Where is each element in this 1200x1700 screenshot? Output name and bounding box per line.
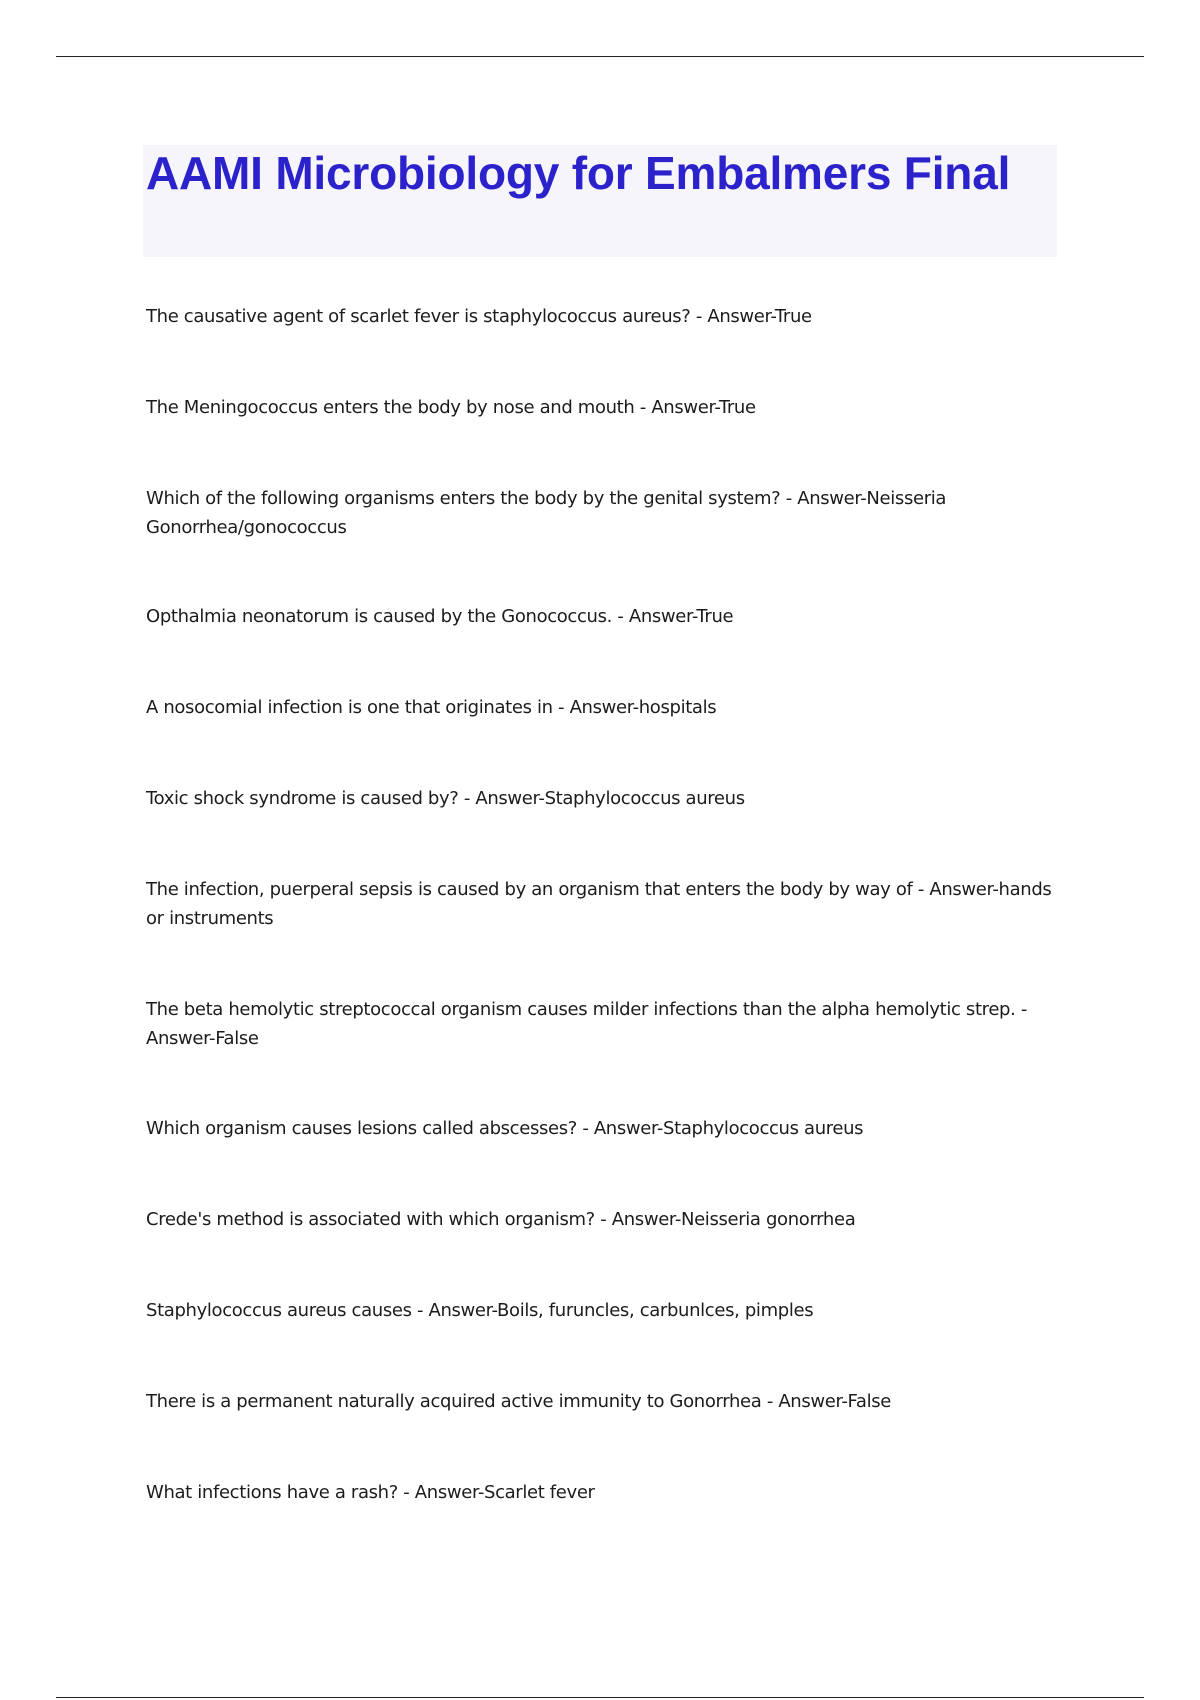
qa-item: Which organism causes lesions called abscesses? - Answer-Staphylococcus aureus — [146, 1118, 864, 1139]
qa-item: There is a permanent naturally acquired active immunity to Gonorrhea - Answer-False — [146, 1391, 891, 1412]
qa-item: Crede's method is associated with which organism? - Answer-Neisseria gonorrhea — [146, 1209, 856, 1230]
qa-item: Which of the following organisms enters the body by the genital system? - Answer-Neisseria Gonorrhea/gonococcus — [146, 488, 947, 538]
qa-item: The Meningococcus enters the body by nose and mouth - Answer-True — [146, 397, 756, 418]
bottom-rule — [56, 1697, 1144, 1698]
qa-item: Opthalmia neonatorum is caused by the Gonococcus. - Answer-True — [146, 606, 734, 627]
qa-item: A nosocomial infection is one that originates in - Answer-hospitals — [146, 697, 717, 718]
qa-item: Toxic shock syndrome is caused by? - Answer-Staphylococcus aureus — [146, 788, 745, 809]
title-banner — [143, 145, 1057, 257]
qa-item: What infections have a rash? - Answer-Scarlet fever — [146, 1482, 595, 1503]
qa-item: The causative agent of scarlet fever is staphylococcus aureus? - Answer-True — [146, 306, 812, 327]
top-rule — [56, 56, 1144, 57]
document-title: AAMI Microbiology for Embalmers Final — [146, 147, 1011, 199]
qa-item: Staphylococcus aureus causes - Answer-Boils, furuncles, carbunlces, pimples — [146, 1300, 814, 1321]
qa-item: The infection, puerperal sepsis is caused by an organism that enters the body by way of - Answer-hands or instruments — [146, 879, 1052, 929]
qa-item: The beta hemolytic streptococcal organism causes milder infections than the alpha hemolytic strep. - Answer-False — [146, 999, 1028, 1049]
